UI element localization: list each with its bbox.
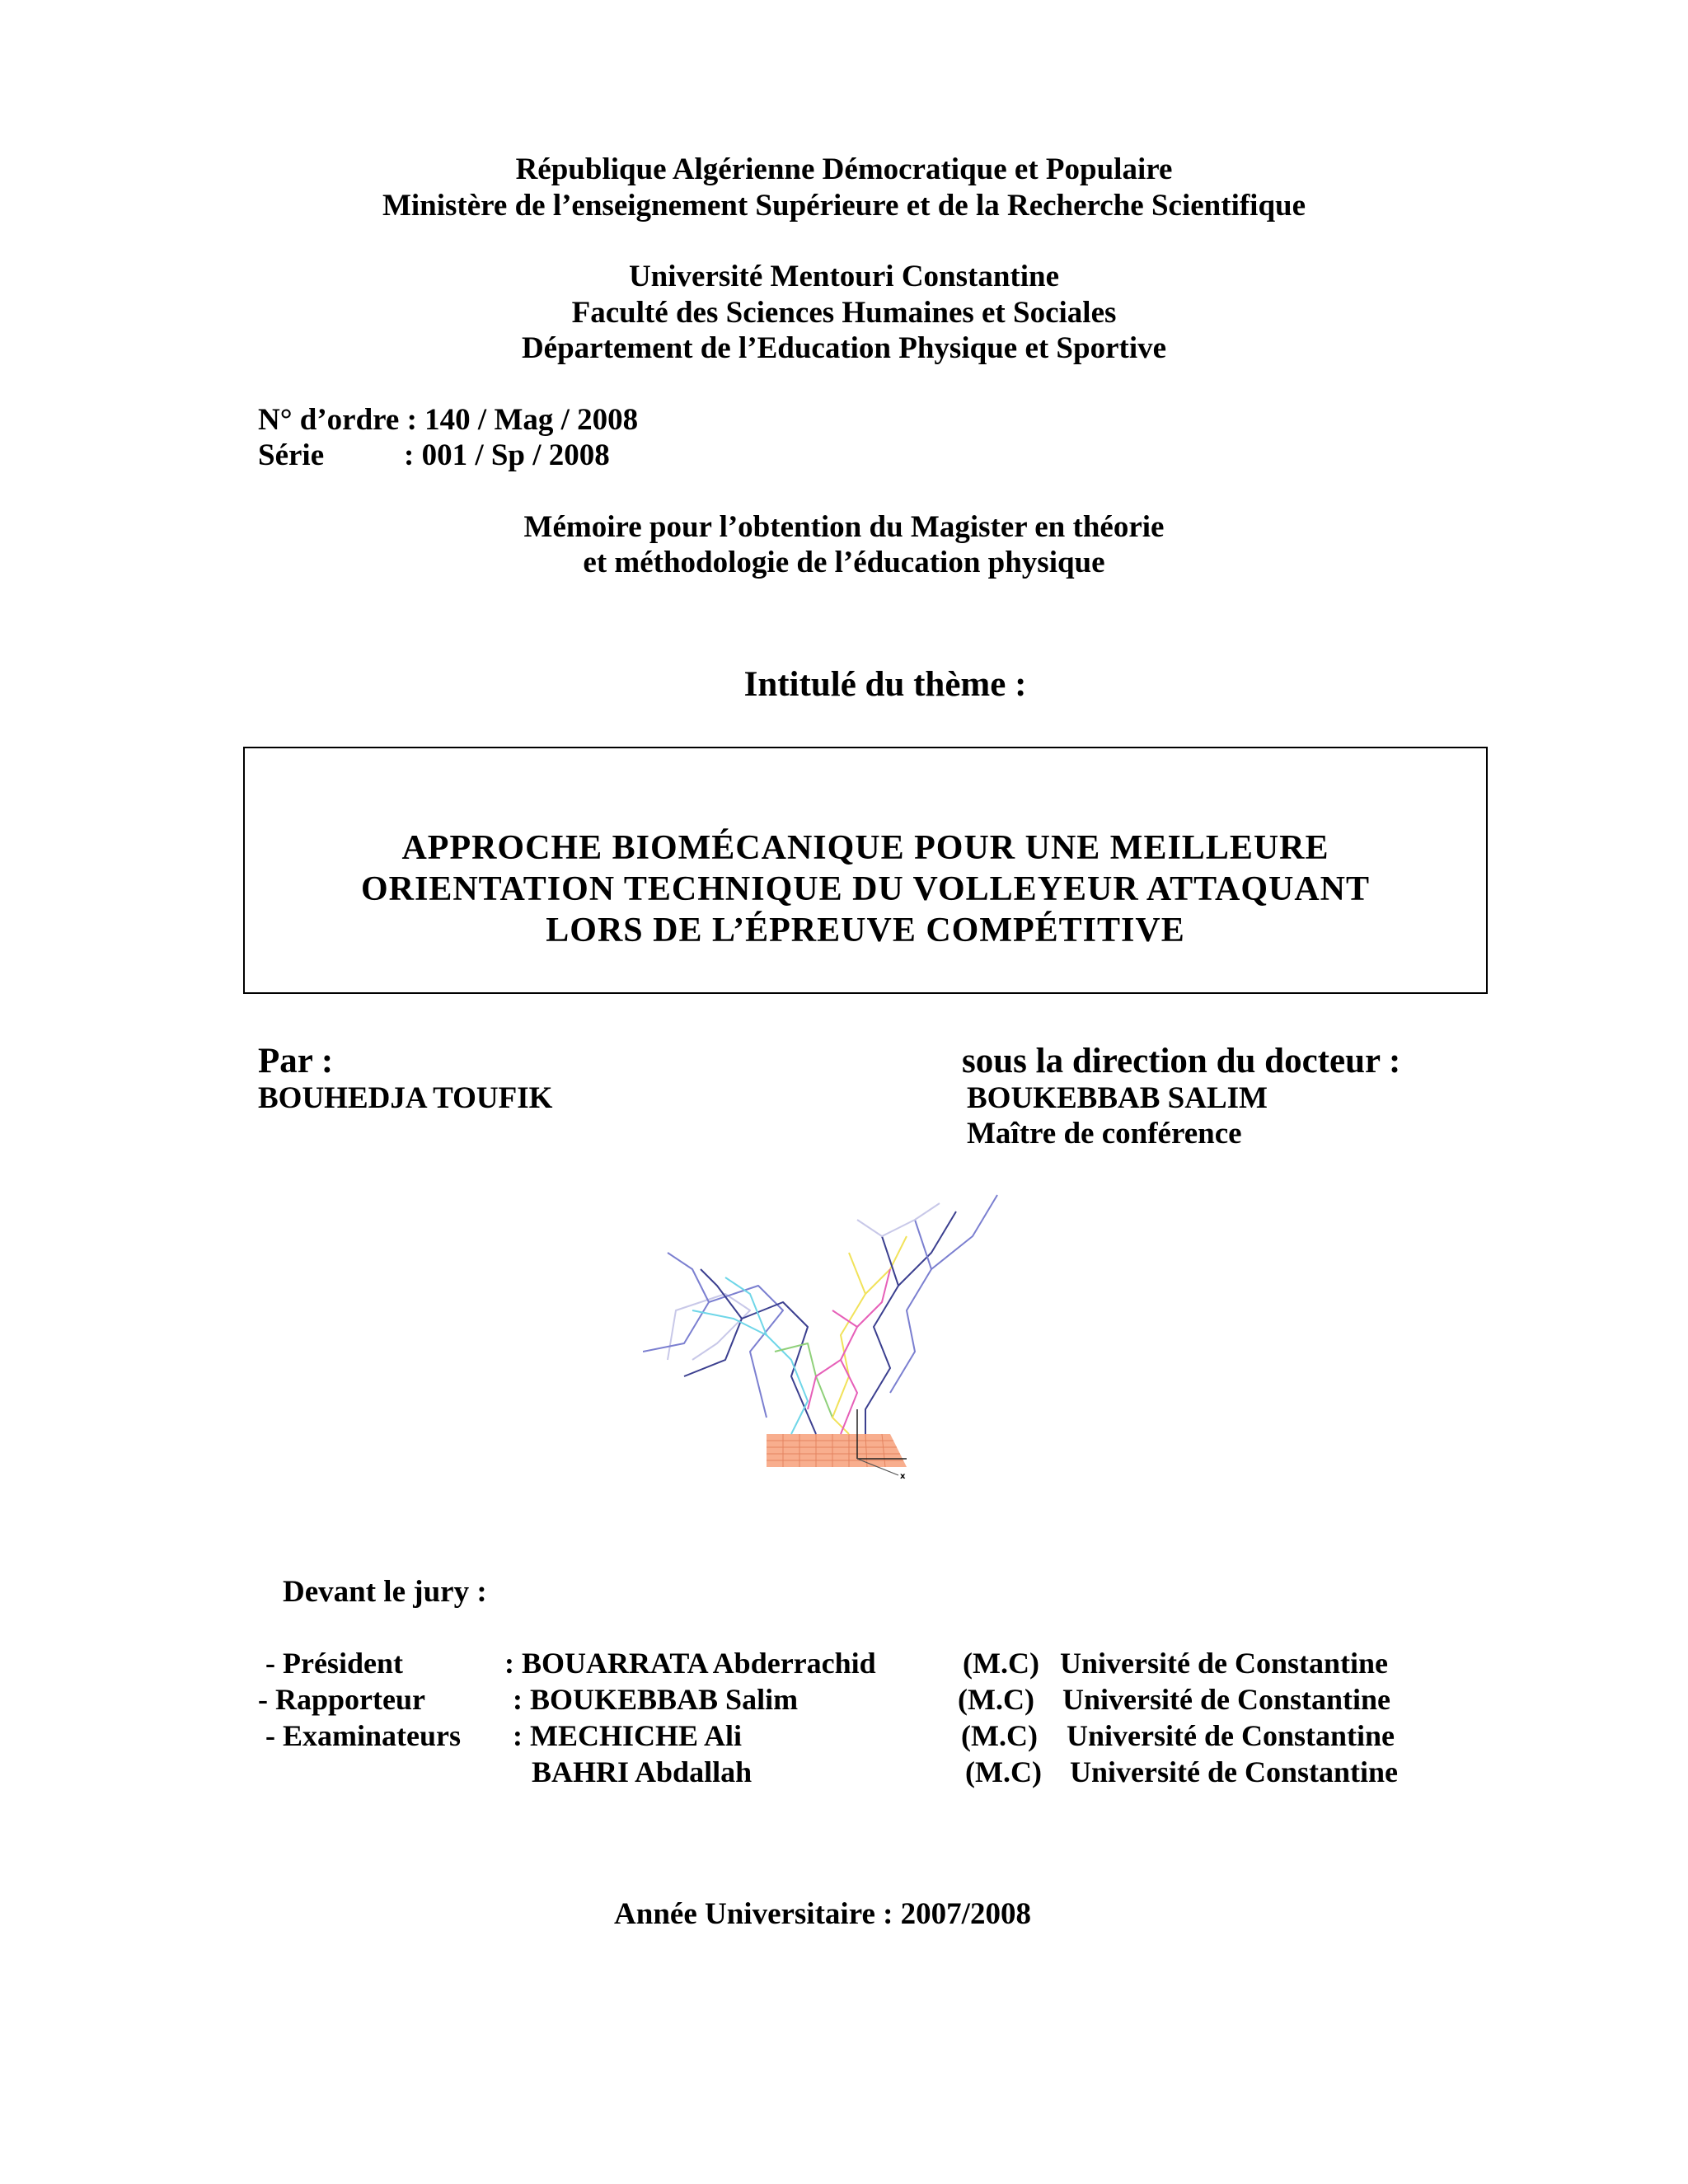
jury-grade: (M.C) bbox=[965, 1755, 1042, 1788]
jury-university: Université de Constantine bbox=[1067, 1719, 1395, 1752]
header-republic: République Algérienne Démocratique et Populaire bbox=[515, 152, 1173, 186]
order-label: N° d’ordre bbox=[258, 403, 400, 437]
director-name: BOUKEBBAB SALIM bbox=[967, 1081, 1268, 1115]
memoire-line1: Mémoire pour l’obtention du Magister en théorie bbox=[523, 510, 1165, 544]
jury-role: - Président bbox=[265, 1647, 403, 1680]
academic-year: Année Universitaire : 2007/2008 bbox=[614, 1897, 1031, 1931]
jury-name: : BOUARRATA Abderrachid bbox=[504, 1647, 876, 1680]
jury-grade: (M.C) bbox=[958, 1683, 1034, 1716]
jury-name: BAHRI Abdallah bbox=[532, 1755, 753, 1788]
jury-university: Université de Constantine bbox=[1070, 1755, 1398, 1788]
svg-text:x: x bbox=[900, 1472, 906, 1481]
serie-label: Série bbox=[258, 438, 325, 472]
header-ministry: Ministère de l’enseignement Supérieure et de la Recherche Scientifique bbox=[382, 189, 1306, 223]
order-value: : 140 / Mag / 2008 bbox=[406, 403, 639, 437]
jury-role: - Rapporteur bbox=[258, 1683, 425, 1716]
author-name: BOUHEDJA TOUFIK bbox=[258, 1081, 553, 1115]
jury-role: - Examinateurs bbox=[265, 1719, 461, 1752]
header-department: Département de l’Education Physique et Sportive bbox=[521, 331, 1167, 365]
theme-label: Intitulé du thème : bbox=[743, 665, 1027, 704]
title-line-3: LORS DE L’ÉPREUVE COMPÉTITIVE bbox=[546, 912, 1185, 949]
memoire-line2: et méthodologie de l’éducation physique bbox=[583, 546, 1105, 579]
jury-grade: (M.C) bbox=[963, 1647, 1039, 1680]
director-title: Maître de conférence bbox=[967, 1117, 1242, 1151]
jury-university: Université de Constantine bbox=[1062, 1683, 1390, 1716]
force-plate bbox=[767, 1409, 907, 1481]
jury-name: : MECHICHE Ali bbox=[513, 1719, 743, 1752]
title-line-1: APPROCHE BIOMÉCANIQUE POUR UNE MEILLEURE bbox=[401, 829, 1329, 867]
serie-value: : 001 / Sp / 2008 bbox=[404, 438, 610, 472]
header-university: Université Mentouri Constantine bbox=[628, 260, 1060, 293]
motion-frames bbox=[643, 1195, 997, 1434]
jury-name: : BOUKEBBAB Salim bbox=[513, 1683, 799, 1716]
jury-grade: (M.C) bbox=[961, 1719, 1038, 1752]
author-label: Par : bbox=[258, 1042, 334, 1080]
order-number bbox=[258, 402, 638, 438]
title-box bbox=[243, 747, 1488, 994]
header-faculty: Faculté des Sciences Humaines et Sociales bbox=[571, 296, 1117, 330]
biomechanics-stick-figure bbox=[643, 1187, 1006, 1533]
jury-university: Université de Constantine bbox=[1060, 1647, 1388, 1680]
jury-label: Devant le jury : bbox=[283, 1575, 487, 1609]
director-label: sous la direction du docteur : bbox=[962, 1042, 1401, 1080]
title-line-2: ORIENTATION TECHNIQUE DU VOLLEYEUR ATTAQUANT bbox=[360, 870, 1371, 908]
